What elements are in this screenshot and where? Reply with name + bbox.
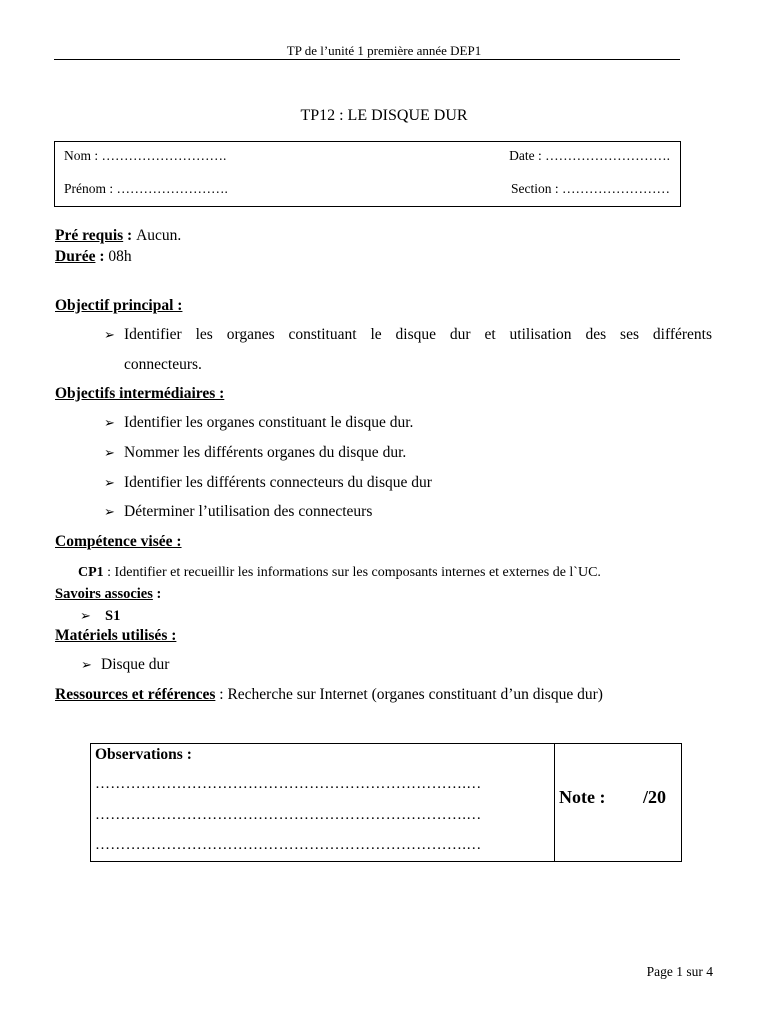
arrowhead-bullet-icon: ➢ xyxy=(81,658,92,673)
materiels-title: Matériels utilisés : xyxy=(55,627,177,644)
observation-line: ……………………………………………………………….… xyxy=(95,807,482,823)
prerequis-line: Pré requis : Aucun. xyxy=(55,227,182,244)
arrowhead-bullet-icon: ➢ xyxy=(104,328,115,343)
objectif-principal-item: ➢ Identifier les organes constituant le disque dur et utilisation des ses différents xyxy=(104,326,712,343)
competence-text: : Identifier et recueillir les informations sur les composants internes et externes de l`UC. xyxy=(103,565,601,580)
note-value: /20 xyxy=(643,787,667,807)
list-item: ➢ Identifier les différents connecteurs du disque dur xyxy=(104,474,432,491)
observations-divider xyxy=(554,744,555,861)
objectif-principal-title: Objectif principal : xyxy=(55,297,183,314)
nom-field: Nom : ………………………. xyxy=(64,148,227,163)
savoirs-label: Savoirs associes xyxy=(55,586,153,602)
savoirs-line: Savoirs associes : xyxy=(55,586,162,602)
arrowhead-bullet-icon: ➢ xyxy=(104,446,115,461)
prerequis-value: Aucun. xyxy=(136,227,182,244)
note-label: Note : xyxy=(559,787,606,807)
arrowhead-bullet-icon: ➢ xyxy=(80,609,91,624)
date-field: Date : ………………………. xyxy=(509,148,670,163)
objectifs-intermediaires-title: Objectifs intermédiaires : xyxy=(55,385,225,402)
ressources-label: Ressources et références xyxy=(55,686,216,703)
section-field: Section : …………………… xyxy=(511,181,670,196)
ressources-line xyxy=(55,686,603,704)
page-number: Page 1 sur 4 xyxy=(646,964,713,979)
arrowhead-bullet-icon: ➢ xyxy=(104,476,115,491)
list-item: ➢ Identifier les organes constituant le disque dur. xyxy=(104,414,414,431)
page-header: TP de l’unité 1 première année DEP1 xyxy=(286,43,482,58)
identification-box xyxy=(54,141,681,207)
objectif-principal-continuation: connecteurs. xyxy=(124,356,202,373)
observation-line: ……………………………………………………………….… xyxy=(95,837,482,853)
competence-code: CP1 xyxy=(78,565,104,580)
duree-value: 08h xyxy=(108,248,132,265)
observations-title: Observations : xyxy=(95,746,192,763)
duree-line: Durée : 08h xyxy=(55,248,132,265)
savoirs-item: ➢ S1 xyxy=(80,608,121,624)
list-item: ➢ Nommer les différents organes du disque dur. xyxy=(104,444,407,461)
competence-line xyxy=(78,565,601,581)
ressources-text: : Recherche sur Internet (organes constituant d’un disque dur) xyxy=(215,686,603,703)
arrowhead-bullet-icon: ➢ xyxy=(104,505,115,520)
materiels-item: ➢ Disque dur xyxy=(81,656,170,673)
prerequis-label: Pré requis xyxy=(55,227,124,244)
arrowhead-bullet-icon: ➢ xyxy=(104,416,115,431)
observations-box xyxy=(90,743,682,862)
prenom-field: Prénom : ……………………. xyxy=(64,181,228,196)
observation-line: ……………………………………………………………….… xyxy=(95,776,482,792)
header-divider xyxy=(54,59,680,60)
document-title: TP12 : LE DISQUE DUR xyxy=(300,107,468,124)
duree-label: Durée xyxy=(55,248,96,265)
list-item: ➢ Déterminer l’utilisation des connecteurs xyxy=(104,503,373,520)
competence-title: Compétence visée : xyxy=(55,533,182,550)
